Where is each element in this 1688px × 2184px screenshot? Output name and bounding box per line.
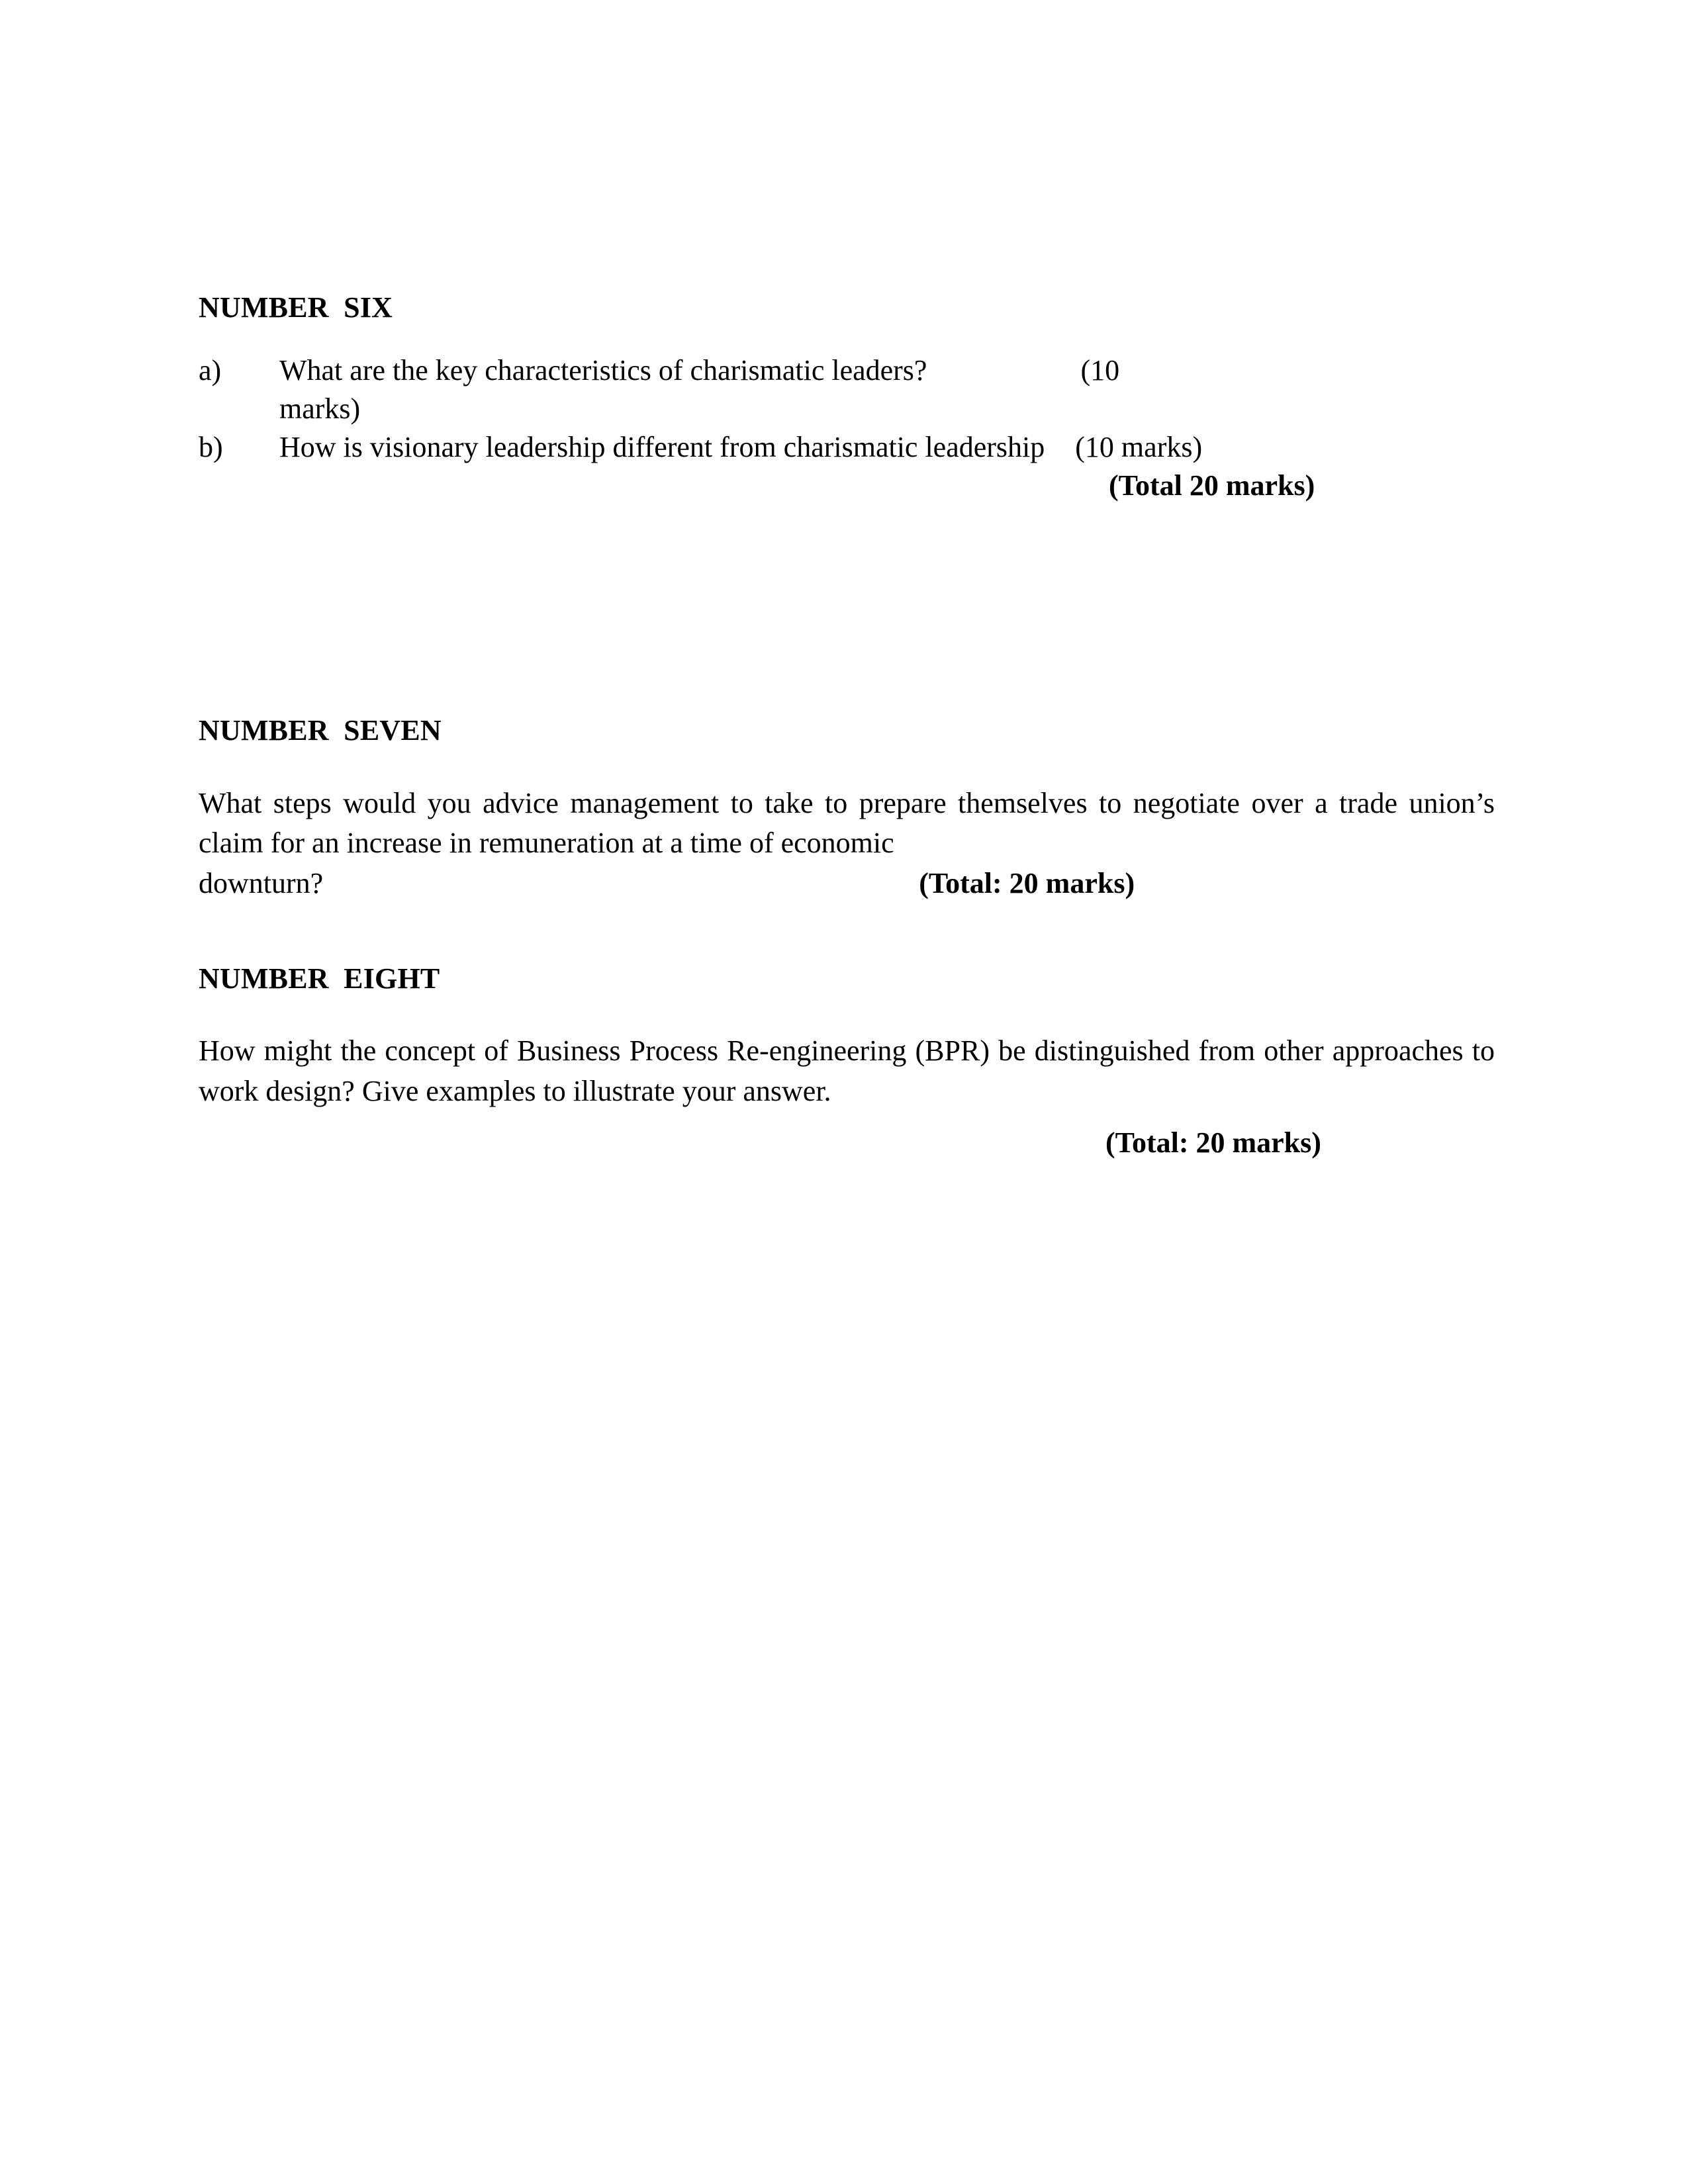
document-content (199, 291, 1495, 1162)
list-item (199, 428, 1495, 467)
list-item (199, 351, 1495, 428)
question-a-marks-part2: marks) (279, 392, 361, 425)
section-heading-eight: NUMBER EIGHT (199, 962, 440, 995)
section-heading-six: NUMBER SIX (199, 291, 393, 324)
question-a-text: What are the key characteristics of charismatic leaders? (279, 353, 927, 387)
list-marker-a: a) (199, 353, 222, 387)
paragraph-eight (199, 1031, 1495, 1111)
total-marks-eight: (Total: 20 marks) (1105, 1126, 1321, 1159)
paragraph-seven (199, 784, 1495, 864)
list-item-text-b (279, 428, 1495, 467)
paragraph-seven-tail (199, 864, 1495, 904)
question-b-marks: (10 marks) (1075, 430, 1203, 463)
paragraph-eight-line2: from other approaches to work design? Give examples to illustrate your answer. (199, 1034, 1495, 1107)
list-marker-b: b) (199, 430, 223, 463)
total-marks-seven: (Total: 20 marks) (919, 866, 1135, 899)
question-b-text: How is visionary leadership different from charismatic leadership (279, 430, 1045, 463)
question-a-marks-part1: (10 (1080, 353, 1120, 387)
list-item-text-a (279, 351, 1495, 428)
section-number-seven (199, 714, 1495, 904)
paragraph-eight-line1: How might the concept of Business Process Re-engineering (BPR) be distinguished (199, 1034, 1190, 1068)
section-number-eight (199, 962, 1495, 1162)
question-list-six (199, 351, 1495, 467)
section-heading-seven: NUMBER SEVEN (199, 713, 442, 747)
paragraph-seven-line3: downturn? (199, 866, 324, 899)
total-marks-six: (Total 20 marks) (1109, 469, 1315, 502)
paragraph-seven-line2: over a trade union’s claim for an increase in remuneration at a time of economic (199, 786, 1495, 860)
section-number-six (199, 291, 1495, 505)
paragraph-seven-line1: What steps would you advice management to take to prepare themselves to negotiate (199, 786, 1240, 819)
